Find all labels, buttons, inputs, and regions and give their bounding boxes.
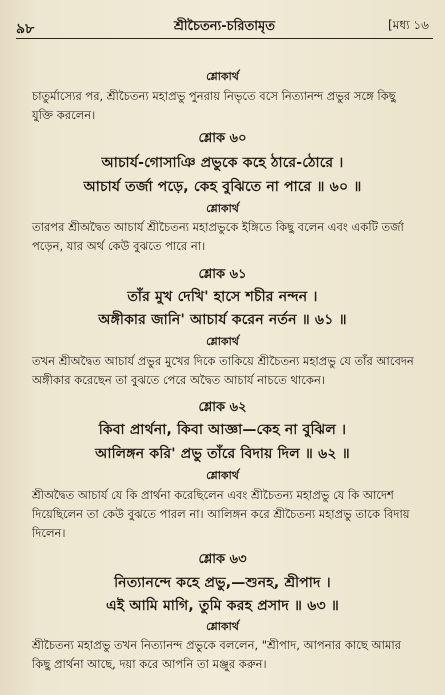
translation-label: শ্লোকার্থ [206, 70, 239, 83]
verse-line: আচার্য-গোসাঞি প্রভুকে কহে ঠারে-ঠোরে । [101, 155, 344, 171]
verse-line: এই আমি মাগি, তুমি করহ প্রসাদ ॥ ৬৩ ॥ [105, 598, 340, 614]
translation-line: যুক্তি করলেন। [32, 108, 96, 122]
translation-line: কিছু প্রার্থনা আছে, দয়া করে আপনি তা মঞ্জুর করুন। [32, 657, 267, 671]
shloka-heading: শ্লোক ৬৩ [198, 552, 247, 567]
translation-paragraph [32, 218, 421, 256]
translation-line: শ্রীঅদ্বৈত আচার্য যে কি প্রার্থনা করেছিলেন এবং শ্রীচৈতন্য মহাপ্রভু যে কি আদেশ [32, 488, 394, 502]
translation-line: অঙ্গীকার করেছেন তা বুঝতে পেরে অদ্বৈত আচার্য নাচতে থাকেন। [32, 373, 325, 387]
page-header [16, 14, 433, 39]
translation-line: শ্রীচৈতন্য মহাপ্রভু তখন নিত্যানন্দ প্রভুকে বললেন, "শ্রীপাদ, আপনার কাছে আমার [32, 638, 401, 652]
translation-line: দিয়েছিলেন তা কেউ বুঝতে পারল না। আলিঙ্গন করে শ্রীচৈতন্য মহাপ্রভু তাকে বিদায় [32, 507, 410, 521]
translation-label: শ্লোকার্থ [206, 335, 239, 348]
translation-label: শ্লোকার্থ [206, 469, 239, 482]
translation-line: চাতুর্মাস্যের পর, শ্রীচৈতন্য মহাপ্রভু পুনরায় নিভৃতে বসে নিত্যানন্দ প্রভুর সঙ্গে কিছু [32, 89, 396, 103]
shloka-heading: শ্লোক ৬১ [198, 267, 247, 282]
translation-line: দিলেন। [32, 526, 66, 540]
page-number: ৯৮ [16, 21, 35, 37]
section-marker: [মধ্য ১৬ [388, 18, 429, 32]
verse-line: তাঁর মুখ দেখি' হাসে শচীর নন্দন । [127, 289, 318, 305]
translation-label: শ্লোকার্থ [206, 202, 239, 215]
translation-line: তখন শ্রীঅদ্বৈত আচার্য প্রভুর মুখের দিকে তাকিয়ে শ্রীচৈতন্য মহাপ্রভু যে তাঁর আবেদন [32, 354, 414, 368]
running-title: শ্রীচৈতন্য-চরিতামৃত [173, 19, 276, 34]
shloka-heading: শ্লোক ৬২ [198, 400, 247, 415]
translation-paragraph [32, 636, 421, 674]
shloka-heading: শ্লোক ৬০ [198, 131, 247, 146]
translation-paragraph [32, 352, 421, 390]
translation-paragraph [32, 486, 421, 543]
translation-line: তারপর শ্রীঅদ্বৈত আচার্য শ্রীচৈতন্য মহাপ্রভুকে ইঙ্গিতে কিছু বলেন এবং একটি তর্জা [32, 220, 404, 234]
verse-line: কিবা প্রার্থনা, কিবা আজ্ঞা—কেহ না বুঝিল । [98, 422, 347, 438]
verse-line: অঙ্গীকার জানি' আচার্য করেন নর্তন ॥ ৬১ ॥ [98, 312, 347, 328]
translation-paragraph [32, 87, 421, 125]
translation-line: পড়েন, যার অর্থ কেউ বুঝতে পারে না। [32, 239, 206, 253]
verse-line: আচার্য তর্জা পড়ে, কেহ বুঝিতে না পারে ॥ ৬০ ॥ [83, 179, 362, 195]
verse-line: আলিঙ্গন করি' প্রভু তাঁরে বিদায় দিল ॥ ৬২ ॥ [95, 446, 350, 462]
verse-line: নিত্যানন্দে কহে প্রভু,—শুনহ, শ্রীপাদ । [114, 575, 331, 591]
translation-label: শ্লোকার্থ [206, 620, 239, 633]
